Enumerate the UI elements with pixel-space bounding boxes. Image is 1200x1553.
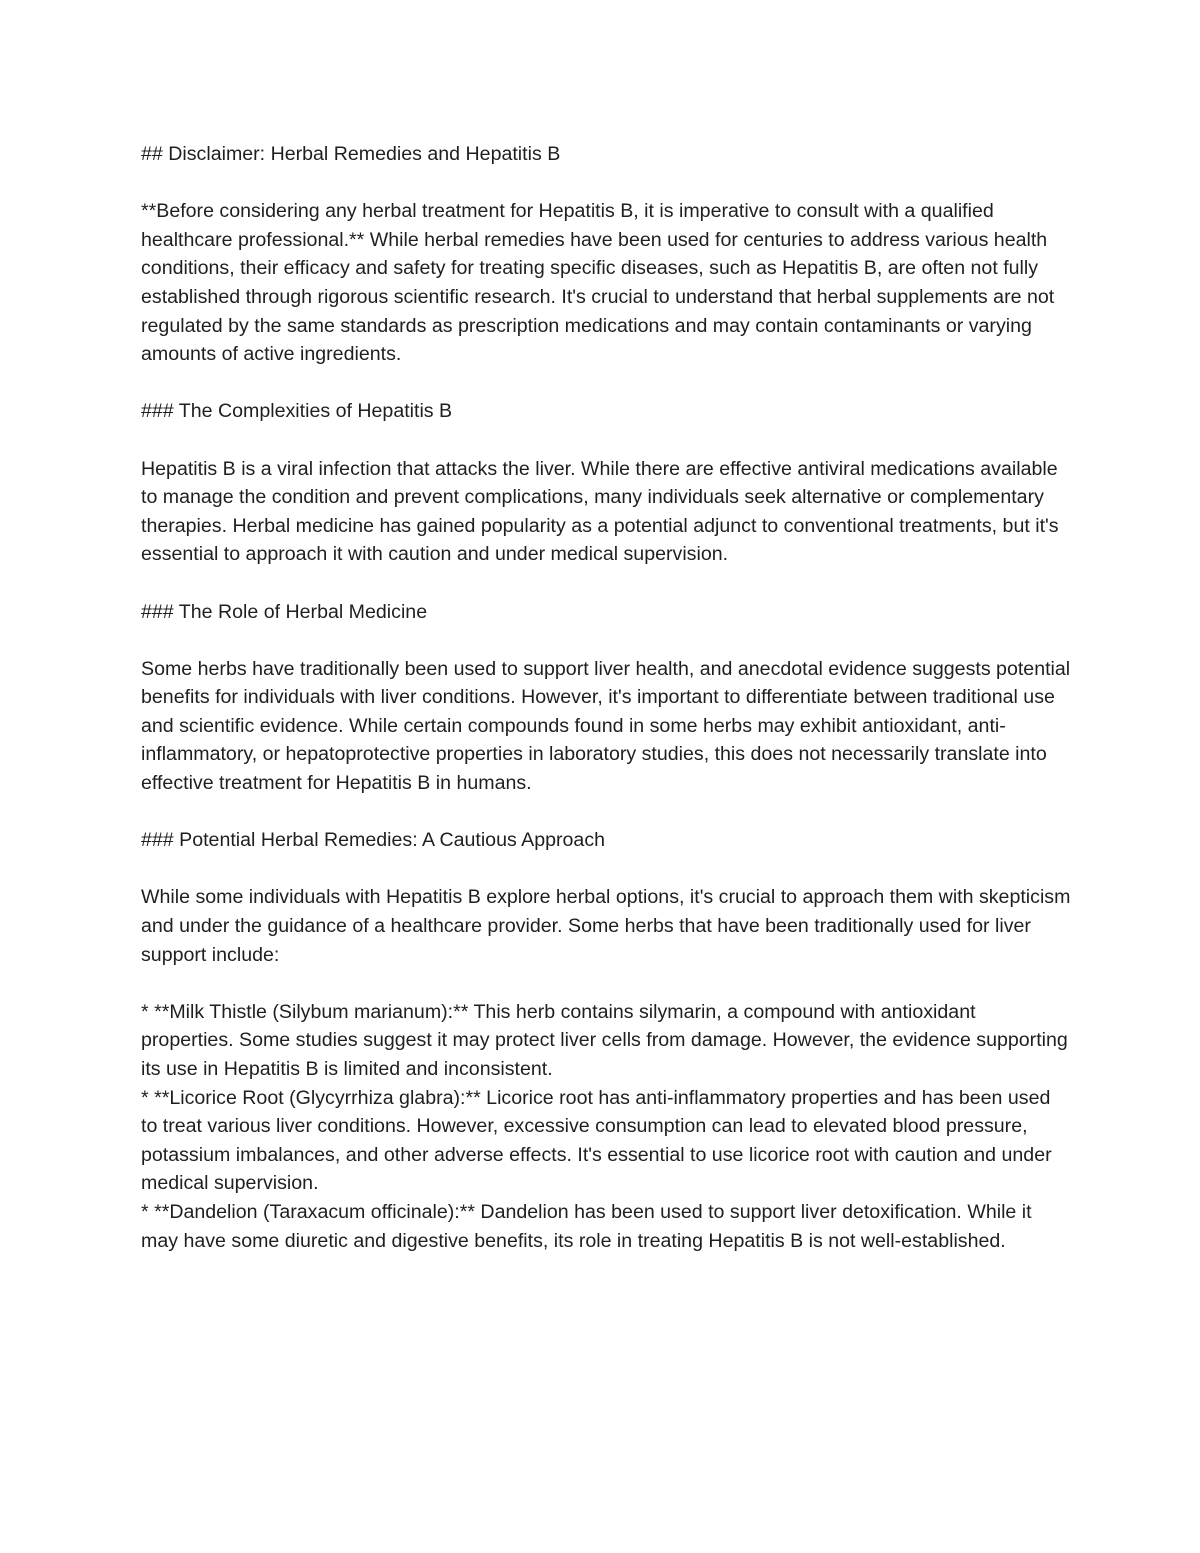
paragraph-disclaimer: **Before considering any herbal treatment for Hepatitis B, it is imperative to consult with a qualified healthcare professional.** While herbal remedies have been used for centuries to address various health conditions, their efficacy and safety for treating specific diseases, such as Hepatitis B, are often not fully established through rigorous scientific research. It's crucial to understand that herbal supplements are not regulated by the same standards as prescription medications and may contain contaminants or varying amounts of active ingredients. [141, 200, 1055, 366]
paragraph-role: Some herbs have traditionally been used to support liver health, and anecdotal evidence suggests potential benefits for individuals with liver conditions. However, it's important to differentiate between traditional use and scientific evidence. While certain compounds found in some herbs may exhibit antioxidant, anti-inflammatory, or hepatoprotective properties in laboratory studies, this does not necessarily translate into effective treatment for Hepatitis B in humans. [141, 657, 1071, 795]
document-body [141, 140, 1071, 1255]
list-item-dandelion: * **Dandelion (Taraxacum officinale):** Dandelion has been used to support liver detoxification. While it may have some diuretic and digestive benefits, its role in treating Hepatitis B is not well-established. [141, 1200, 1032, 1252]
heading-disclaimer: ## Disclaimer: Herbal Remedies and Hepatitis B [141, 143, 561, 165]
list-item-milk-thistle: * **Milk Thistle (Silybum marianum):** This herb contains silymarin, a compound with antioxidant properties. Some studies suggest it may protect liver cells from damage. However, the evidence supporting its use in Hepatitis B is limited and inconsistent. [141, 1000, 1068, 1080]
paragraph-potential-remedies: While some individuals with Hepatitis B explore herbal options, it's crucial to approach them with skepticism and under the guidance of a healthcare provider. Some herbs that have been traditionally used for liver support include: [141, 886, 1071, 966]
list-item-licorice-root: * **Licorice Root (Glycyrrhiza glabra):** Licorice root has anti-inflammatory properties and has been used to treat various liver conditions. However, excessive consumption can lead to elevated blood pressure, potassium imbalances, and other adverse effects. It's essential to use licorice root with caution and under medical supervision. [141, 1086, 1052, 1195]
heading-potential-remedies: ### Potential Herbal Remedies: A Cautious Approach [141, 829, 606, 852]
herb-list [141, 998, 1071, 1255]
heading-role: ### The Role of Herbal Medicine [141, 600, 428, 623]
heading-complexities: ### The Complexities of Hepatitis B [141, 400, 453, 423]
paragraph-complexities: Hepatitis B is a viral infection that attacks the liver. While there are effective antiviral medications available to manage the condition and prevent complications, many individuals seek alternative or complementary therapies. Herbal medicine has gained popularity as a potential adjunct to conventional treatments, but it's essential to approach it with caution and under medical supervision. [141, 457, 1059, 566]
